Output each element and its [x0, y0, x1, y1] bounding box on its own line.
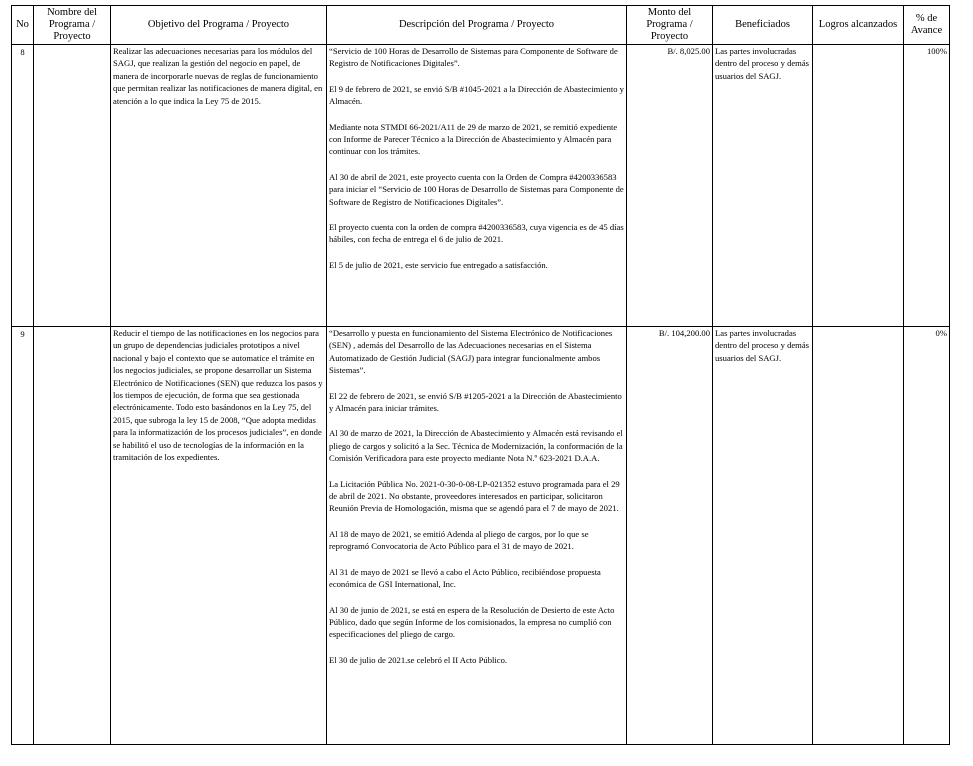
descripcion-paragraph: “Desarrollo y puesta en funcionamiento del Sistema Electrónico de Notificaciones (SEN) , además del Desarrollo de las Adecuaciones necesarias en el Sistema Automatizado de Gestión Judicial (SAGJ) para integrar funcionalmente ambos Sistemas”. [329, 328, 613, 376]
descripcion-paragraph: Al 30 de marzo de 2021, la Dirección de Abastecimiento y Almacén está revisando el pliego de cargos y solicitó a la Sec. Técnica de Modernización, la conformación de la Comisión Verificadora para este proyecto mediante Nota N.º 623-2021 D.A.A. [329, 428, 623, 464]
header-nombre: Nombre del Programa / Proyecto [34, 6, 111, 45]
row-nombre [34, 327, 111, 745]
row-monto: B/. 104,200.00 [627, 327, 713, 745]
row-descripcion [327, 45, 627, 327]
header-no: No [12, 6, 34, 45]
row-beneficiados: Las partes involucradas dentro del proceso y demás usuarios del SAGJ. [713, 45, 813, 327]
descripcion-paragraph: El 30 de julio de 2021.se celebró el II Acto Público. [329, 654, 508, 665]
descripcion-paragraph: El 22 de febrero de 2021, se envió S/B #1205-2021 a la Dirección de Abastecimiento y Almacén para iniciar trámites. [329, 390, 622, 414]
header-avance: % de Avance [904, 6, 950, 45]
row-avance: 0% [904, 327, 950, 745]
descripcion-paragraph: Al 30 de junio de 2021, se está en espera de la Resolución de Desierto de este Acto Público, dado que según Informe de los comisionados, la empresa no cumplió con especificaciones del pliego de cargo. [329, 604, 615, 640]
row-number: 9 [12, 327, 34, 745]
descripcion-paragraph: El proyecto cuenta con la orden de compra #4200336583, cuya vigencia es de 45 días hábiles, con fecha de entrega el 6 de julio de 2021. [329, 222, 624, 245]
row-beneficiados: Las partes involucradas dentro del proceso y demás usuarios del SAGJ. [713, 327, 813, 745]
descripcion-paragraph: “Servicio de 100 Horas de Desarrollo de Sistemas para Componente de Software de Registro de Notificaciones Digitales”. [329, 46, 618, 69]
header-objetivo: Objetivo del Programa / Proyecto [111, 6, 327, 45]
program-table [11, 5, 950, 745]
descripcion-paragraph: El 9 de febrero de 2021, se envió S/B #1045-2021 a la Dirección de Abastecimiento y Almacén. [329, 83, 624, 107]
descripcion-paragraph: Al 30 de abril de 2021, este proyecto cuenta con la Orden de Compra #4200336583 para iniciar el “Servicio de 100 Horas de Desarrollo de Sistemas para Componente de Software de Registro de Notificaciones Digitales”. [329, 171, 624, 207]
header-row [12, 6, 950, 45]
descripcion-paragraph: Al 18 de mayo de 2021, se emitió Adenda al pliego de cargos, por lo que se reprogramó Convocatoria de Acto Público para el 31 de mayo de 2021. [329, 528, 589, 552]
row-monto: B/. 8,025.00 [627, 45, 713, 327]
row-objetivo: Realizar las adecuaciones necesarias para los módulos del SAGJ, que realizan la gestión del negocio en papel, de manera de incorporarle nuevas de reglas de funcionamiento que permitan realizar las notificaciones de manera digital, en atención a lo que indica la Ley 75 de 2015. [111, 45, 327, 327]
row-objetivo: Reducir el tiempo de las notificaciones en los negocios para un grupo de dependencias judiciales prototipos a nivel nacional y bajo el contexto que se automatice el trámite en los negocios judiciales, se propone desarrollar un Sistema Electrónico de Notificaciones (SEN) que reduzca los pasos y los tiempos de ejecución, de forma que sea gestionada electrónicamente. Todo esto basándonos en la Ley 75, del 2015, que subroga la ley 15 de 2008, “Que adopta medidas para la informatización de los procesos judiciales”, en donde se habilitó el uso de tecnologías de la información en la tramitación de los expedientes. [111, 327, 327, 745]
row-nombre [34, 45, 111, 327]
header-monto: Monto del Programa / Proyecto [627, 6, 713, 45]
row-number: 8 [12, 45, 34, 327]
row-descripcion [327, 327, 627, 745]
descripcion-paragraph: Al 31 de mayo de 2021 se llevó a cabo el Acto Público, recibiéndose propuesta económica de GSI International, Inc. [329, 566, 601, 590]
descripcion-paragraph: La Licitación Pública No. 2021-0-30-0-08-LP-021352 estuvo programada para el 29 de abril de 2021. No obstante, proveedores interesados en participar, solicitaron Reunión Previa de Homologación, misma que se agendó para el 7 de mayo de 2021. [329, 478, 620, 514]
descripcion-paragraph: Mediante nota STMDI 66-2021/A11 de 29 de marzo de 2021, se remitió expediente con Informe de Parecer Técnico a la Dirección de Abastecimiento y Almacén para continuar con los trámites. [329, 121, 618, 157]
header-logros: Logros alcanzados [813, 6, 904, 45]
table-row [12, 45, 950, 327]
row-logros [813, 45, 904, 327]
table-row [12, 327, 950, 745]
row-avance: 100% [904, 45, 950, 327]
header-beneficiados: Beneficiados [713, 6, 813, 45]
descripcion-paragraph: El 5 de julio de 2021, este servicio fue entregado a satisfacción. [329, 259, 548, 270]
row-logros [813, 327, 904, 745]
header-descripcion: Descripción del Programa / Proyecto [327, 6, 627, 45]
